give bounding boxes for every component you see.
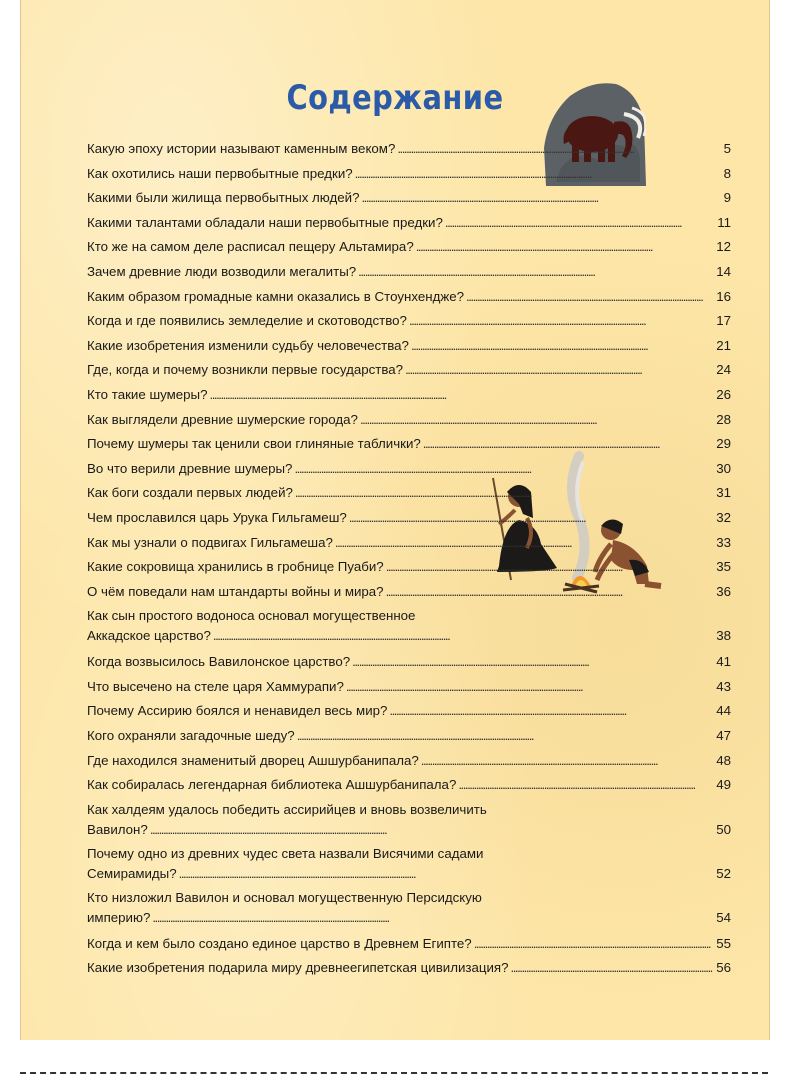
table-of-contents: [87, 137, 731, 981]
toc-entry: [87, 675, 731, 700]
toc-entry-title: Кого охраняли загадочные шеду?: [87, 728, 295, 744]
toc-entry-title: Где находился знаменитый дворец Ашшурбанипала?: [87, 752, 419, 768]
toc-entry-title: Какими были жилища первобытных людей?: [87, 190, 360, 206]
toc-page-number: 5: [723, 141, 731, 156]
toc-page-number: 41: [716, 654, 731, 670]
page-title: Содержание: [286, 78, 504, 118]
dot-leader: [179, 864, 713, 884]
toc-entry: [87, 432, 731, 457]
dot-leader: [360, 408, 713, 433]
toc-entry-title: империю?: [87, 909, 151, 925]
toc-entry-title: Как боги создали первых людей?: [87, 485, 293, 501]
toc-entry: [87, 481, 731, 506]
dot-leader: [210, 383, 714, 408]
dot-leader: [295, 481, 713, 506]
toc-entry-title: Зачем древние люди возводили мегалиты?: [87, 263, 357, 279]
dot-leader: [421, 749, 713, 774]
toc-entry-title: Почему Ассирию боялся и ненавидел весь мир?: [87, 703, 388, 719]
toc-entry-title: Как выглядели древние шумерские города?: [87, 411, 358, 427]
toc-entry-title: Что высечено на стеле царя Хаммурапи?: [87, 678, 344, 694]
dot-leader: [397, 137, 713, 162]
toc-entry: [87, 137, 731, 162]
toc-entry-title: Какими талантами обладали наши первобытные предки?: [87, 214, 443, 230]
toc-page-number: 11: [717, 214, 731, 230]
dot-leader: [213, 626, 713, 646]
toc-page-number: 49: [716, 777, 731, 793]
toc-entry: [87, 606, 731, 646]
toc-page-number: 16: [716, 288, 731, 304]
dot-leader: [386, 555, 713, 580]
toc-entry-title: Кто же на самом деле расписал пещеру Альтамира?: [87, 239, 414, 255]
toc-entry: [87, 383, 731, 408]
page-cut-line: [20, 1072, 768, 1074]
dot-leader: [349, 506, 713, 531]
dot-leader: [150, 820, 713, 840]
toc-entry: [87, 699, 731, 724]
toc-page-number: 31: [716, 485, 731, 501]
toc-entry: [87, 358, 731, 383]
dot-leader: [416, 235, 713, 260]
toc-entry: [87, 932, 731, 957]
toc-entry-title: Во что верили древние шумеры?: [87, 460, 293, 476]
toc-entry-title: Где, когда и почему возникли первые государства?: [87, 362, 404, 378]
toc-entry: [87, 555, 731, 580]
dot-leader: [386, 580, 713, 605]
toc-entry-title-line1: Почему одно из древних чудес света назвали Висячими садами: [87, 845, 484, 861]
toc-entry: [87, 956, 731, 981]
toc-entry-title: Вавилон?: [87, 821, 148, 837]
toc-entry-title: Каким образом громадные камни оказались в Стоунхендже?: [87, 288, 465, 304]
toc-entry-title: Как собиралась легендарная библиотека Ашшурбанипала?: [87, 777, 457, 793]
toc-page-number: 32: [716, 509, 731, 525]
toc-entry-title: Как охотились наши первобытные предки?: [87, 165, 353, 181]
dot-leader: [466, 285, 713, 310]
toc-page-number: 44: [716, 703, 731, 719]
toc-page-number: 35: [716, 559, 731, 575]
dot-leader: [423, 432, 713, 457]
book-page: [20, 0, 770, 1040]
toc-entry-title: Почему шумеры так ценили свои глиняные таблички?: [87, 436, 421, 452]
toc-entry: [87, 260, 731, 285]
toc-entry-title: О чём поведали нам штандарты войны и мира?: [87, 583, 384, 599]
toc-entry: [87, 334, 731, 359]
toc-page-number: 50: [716, 821, 731, 837]
toc-entry: [87, 186, 731, 211]
dot-leader: [411, 334, 713, 359]
toc-entry: [87, 580, 731, 605]
toc-entry-title: Чем прославился царь Урука Гильгамеш?: [87, 509, 347, 525]
toc-entry: [87, 844, 731, 884]
toc-entry-title: Аккадское царство?: [87, 628, 211, 644]
toc-page-number: 29: [716, 436, 731, 452]
toc-entry-title-line1: Как халдеям удалось победить ассирийцев и вновь возвеличить: [87, 801, 487, 817]
toc-entry: [87, 309, 731, 334]
dot-leader: [294, 457, 713, 482]
toc-page-number: 33: [716, 534, 731, 550]
dot-leader: [405, 358, 713, 383]
toc-entry-title: Когда и где появились земледелие и скотоводство?: [87, 313, 407, 329]
toc-page-number: 9: [723, 190, 731, 206]
toc-entry: [87, 888, 731, 928]
toc-entry: [87, 773, 731, 798]
toc-entry: [87, 162, 731, 187]
toc-page-number: 26: [716, 386, 731, 402]
toc-page-number: 30: [716, 460, 731, 476]
toc-entry: [87, 211, 731, 236]
toc-entry: [87, 749, 731, 774]
dot-leader: [445, 211, 713, 236]
dot-leader: [474, 932, 713, 957]
toc-page-number: 12: [716, 239, 731, 255]
toc-page-number: 56: [716, 960, 731, 976]
toc-page-number: 55: [716, 935, 731, 951]
dot-leader: [361, 186, 713, 211]
toc-page-number: 38: [716, 628, 731, 644]
toc-entry: [87, 457, 731, 482]
dot-leader: [389, 699, 713, 724]
toc-page-number: 47: [716, 728, 731, 744]
toc-entry: [87, 285, 731, 310]
toc-entry-title-line1: Кто низложил Вавилон и основал могущественную Персидскую: [87, 889, 482, 905]
toc-entry-title-line1: Как сын простого водоноса основал могущественное: [87, 608, 416, 624]
toc-entry: [87, 235, 731, 260]
toc-entry-title: Какие изобретения изменили судьбу человечества?: [87, 337, 409, 353]
toc-entry-title: Кто такие шумеры?: [87, 386, 208, 402]
toc-page-number: 48: [716, 752, 731, 768]
dot-leader: [335, 531, 713, 556]
toc-entry: [87, 800, 731, 840]
toc-entry: [87, 724, 731, 749]
toc-page-number: 21: [716, 337, 731, 353]
toc-entry: [87, 650, 731, 675]
toc-page-number: 8: [723, 165, 731, 181]
toc-page-number: 54: [716, 909, 731, 925]
toc-page-number: 17: [716, 313, 731, 329]
dot-leader: [352, 650, 713, 675]
toc-page-number: 14: [716, 263, 731, 279]
toc-entry-title: Семирамиды?: [87, 865, 177, 881]
toc-entry-title: Как мы узнали о подвигах Гильгамеша?: [87, 534, 333, 550]
dot-leader: [297, 724, 713, 749]
toc-entry: [87, 408, 731, 433]
toc-page-number: 36: [716, 583, 731, 599]
toc-entry-title: Какие изобретения подарила миру древнеегипетская цивилизация?: [87, 960, 509, 976]
toc-page-number: 28: [716, 411, 731, 427]
dot-leader: [346, 675, 713, 700]
dot-leader: [152, 908, 713, 928]
toc-entry-title: Когда возвысилось Вавилонское царство?: [87, 654, 351, 670]
toc-page-number: 24: [716, 362, 731, 378]
toc-entry-title: Какую эпоху истории называют каменным веком?: [87, 141, 396, 156]
toc-entry: [87, 506, 731, 531]
toc-entry: [87, 531, 731, 556]
dot-leader: [358, 260, 713, 285]
toc-page-number: 43: [716, 678, 731, 694]
toc-entry-title: Когда и кем было создано единое царство в Древнем Египте?: [87, 935, 472, 951]
dot-leader: [355, 162, 713, 187]
toc-entry-title: Какие сокровища хранились в гробнице Пуаби?: [87, 559, 384, 575]
toc-page-number: 52: [716, 865, 731, 881]
dot-leader: [458, 773, 713, 798]
dot-leader: [511, 956, 713, 981]
dot-leader: [409, 309, 713, 334]
